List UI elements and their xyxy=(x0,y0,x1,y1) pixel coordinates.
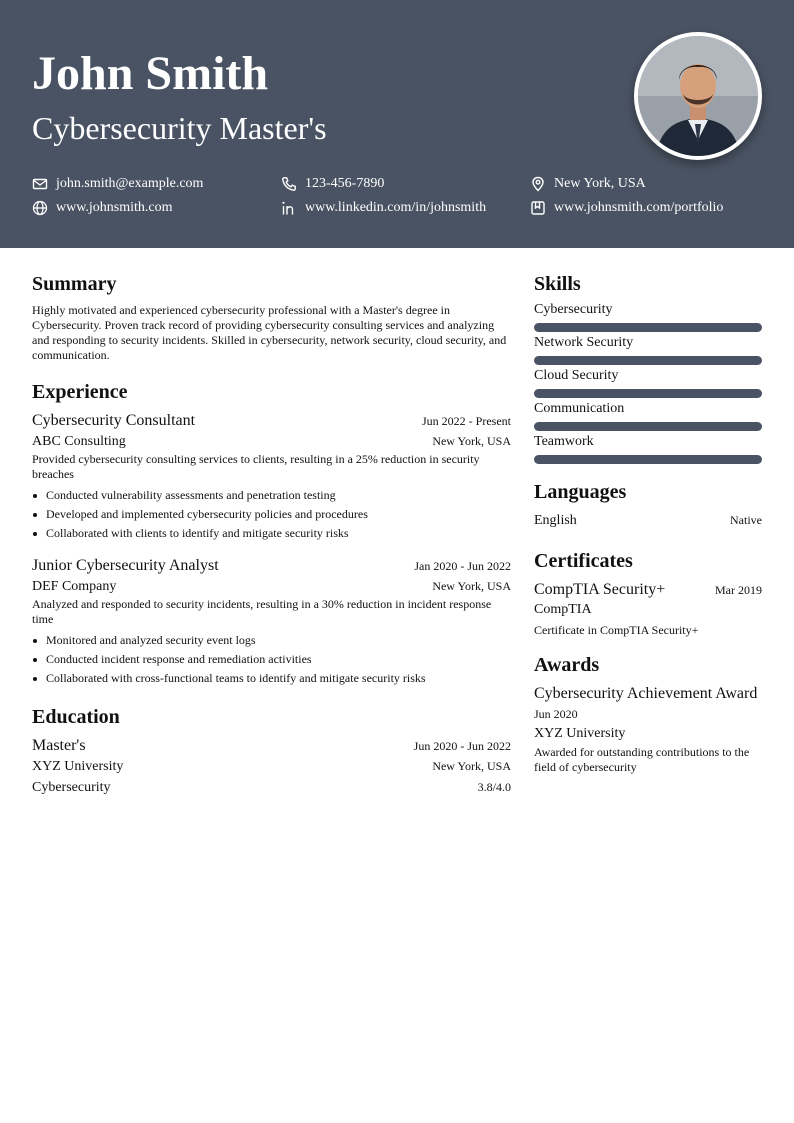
education-entry xyxy=(32,736,511,798)
globe-icon xyxy=(32,200,48,216)
certificate-entry xyxy=(534,580,762,640)
skill-bar-track xyxy=(534,455,762,464)
skill-bar xyxy=(534,455,762,464)
skill-name: Cybersecurity xyxy=(534,302,613,317)
experience-heading: Experience xyxy=(32,381,128,403)
certificate-date: Mar 2019 xyxy=(715,583,762,597)
skill-bar xyxy=(534,389,762,398)
job-entry xyxy=(32,556,511,688)
contact-location xyxy=(530,175,646,193)
education-location: New York, USA xyxy=(432,759,511,773)
skill-name: Teamwork xyxy=(534,434,594,449)
list-item: Developed and implemented cybersecurity policies and procedures xyxy=(32,505,511,524)
languages-heading: Languages xyxy=(534,481,627,503)
job-dates: Jan 2020 - Jun 2022 xyxy=(414,559,511,573)
portfolio-link: www.johnsmith.com/portfolio xyxy=(554,200,724,215)
language-item xyxy=(534,510,762,531)
skill-item xyxy=(534,334,762,365)
award-name: Cybersecurity Achievement Award xyxy=(534,685,758,702)
person-name: John Smith xyxy=(32,47,269,100)
contact-linkedin[interactable] xyxy=(281,199,486,217)
contact-portfolio[interactable] xyxy=(530,199,723,217)
job-bullets xyxy=(32,631,511,688)
language-level: Native xyxy=(730,513,762,527)
awards-heading: Awards xyxy=(534,654,600,676)
education-heading: Education xyxy=(32,706,120,728)
job-bullets xyxy=(32,486,511,543)
job-description: Analyzed and responded to security incidents, resulting in a 30% reduction in incident response time xyxy=(32,597,492,626)
skill-bar-track xyxy=(534,389,762,398)
job-location: New York, USA xyxy=(432,579,511,593)
phone-icon xyxy=(281,176,297,192)
summary-heading: Summary xyxy=(32,273,117,295)
gpa: 3.8/4.0 xyxy=(477,780,511,794)
main-column xyxy=(32,270,511,798)
skill-bar-track xyxy=(534,422,762,431)
contact-phone[interactable] xyxy=(281,175,384,193)
linkedin-icon xyxy=(281,200,297,216)
award-entry xyxy=(534,684,762,775)
job-company: DEF Company xyxy=(32,579,117,594)
skill-bar xyxy=(534,422,762,431)
email-text: john.smith@example.com xyxy=(56,176,204,191)
profile-photo-frame xyxy=(634,32,762,160)
location-icon xyxy=(530,176,546,192)
award-description: Awarded for outstanding contributions to the field of cybersecurity xyxy=(534,745,750,774)
website-link: www.johnsmith.com xyxy=(56,200,173,215)
education-dates: Jun 2020 - Jun 2022 xyxy=(413,739,511,753)
field-of-study: Cybersecurity xyxy=(32,780,111,795)
skill-item xyxy=(534,433,762,464)
portfolio-icon xyxy=(530,200,546,216)
summary-text: Highly motivated and experienced cybersecurity professional with a Master's degree in Cybersecurity. Proven track record of providing cybersecurity consulting services and analyzing and responding to security incidents. Skilled in cybersecurity, network security, cloud security, and communication. xyxy=(32,303,507,362)
language-name: English xyxy=(534,513,577,528)
skill-bar-track xyxy=(534,323,762,332)
skills-heading: Skills xyxy=(534,273,581,295)
certificate-issuer: CompTIA xyxy=(534,602,592,617)
list-item: Collaborated with clients to identify and mitigate security risks xyxy=(32,524,511,543)
location-text: New York, USA xyxy=(554,176,646,191)
award-date: Jun 2020 xyxy=(534,707,578,721)
list-item: Conducted incident response and remediation activities xyxy=(32,650,511,669)
contact-email[interactable] xyxy=(32,175,203,193)
job-entry xyxy=(32,411,511,543)
contact-website[interactable] xyxy=(32,199,173,217)
job-title: Cybersecurity Master's xyxy=(32,110,327,146)
job-description: Provided cybersecurity consulting services to clients, resulting in a 25% reduction in security breaches xyxy=(32,452,480,481)
phone-text: 123-456-7890 xyxy=(305,176,385,191)
job-role: Cybersecurity Consultant xyxy=(32,412,196,429)
certificate-description: Certificate in CompTIA Security+ xyxy=(534,623,699,637)
skill-bar xyxy=(534,323,762,332)
profile-photo xyxy=(638,36,758,156)
skill-name: Cloud Security xyxy=(534,368,619,383)
side-column xyxy=(534,270,762,775)
skill-item xyxy=(534,301,762,332)
skill-bar xyxy=(534,356,762,365)
certificates-heading: Certificates xyxy=(534,550,633,572)
job-location: New York, USA xyxy=(432,434,511,448)
resume-header xyxy=(0,0,794,248)
skill-name: Communication xyxy=(534,401,625,416)
award-issuer: XYZ University xyxy=(534,726,626,741)
school: XYZ University xyxy=(32,759,124,774)
degree: Master's xyxy=(32,737,86,754)
job-role: Junior Cybersecurity Analyst xyxy=(32,557,219,574)
job-company: ABC Consulting xyxy=(32,434,126,449)
skill-bar-track xyxy=(534,356,762,365)
list-item: Collaborated with cross-functional teams to identify and mitigate security risks xyxy=(32,669,511,688)
email-icon xyxy=(32,176,48,192)
certificate-name: CompTIA Security+ xyxy=(534,581,666,598)
skill-item xyxy=(534,367,762,398)
linkedin-link: www.linkedin.com/in/johnsmith xyxy=(305,200,487,215)
skills-list xyxy=(534,301,762,464)
job-dates: Jun 2022 - Present xyxy=(422,414,511,428)
list-item: Monitored and analyzed security event logs xyxy=(32,631,511,650)
list-item: Conducted vulnerability assessments and penetration testing xyxy=(32,486,511,505)
skill-item xyxy=(534,400,762,431)
skill-name: Network Security xyxy=(534,335,634,350)
